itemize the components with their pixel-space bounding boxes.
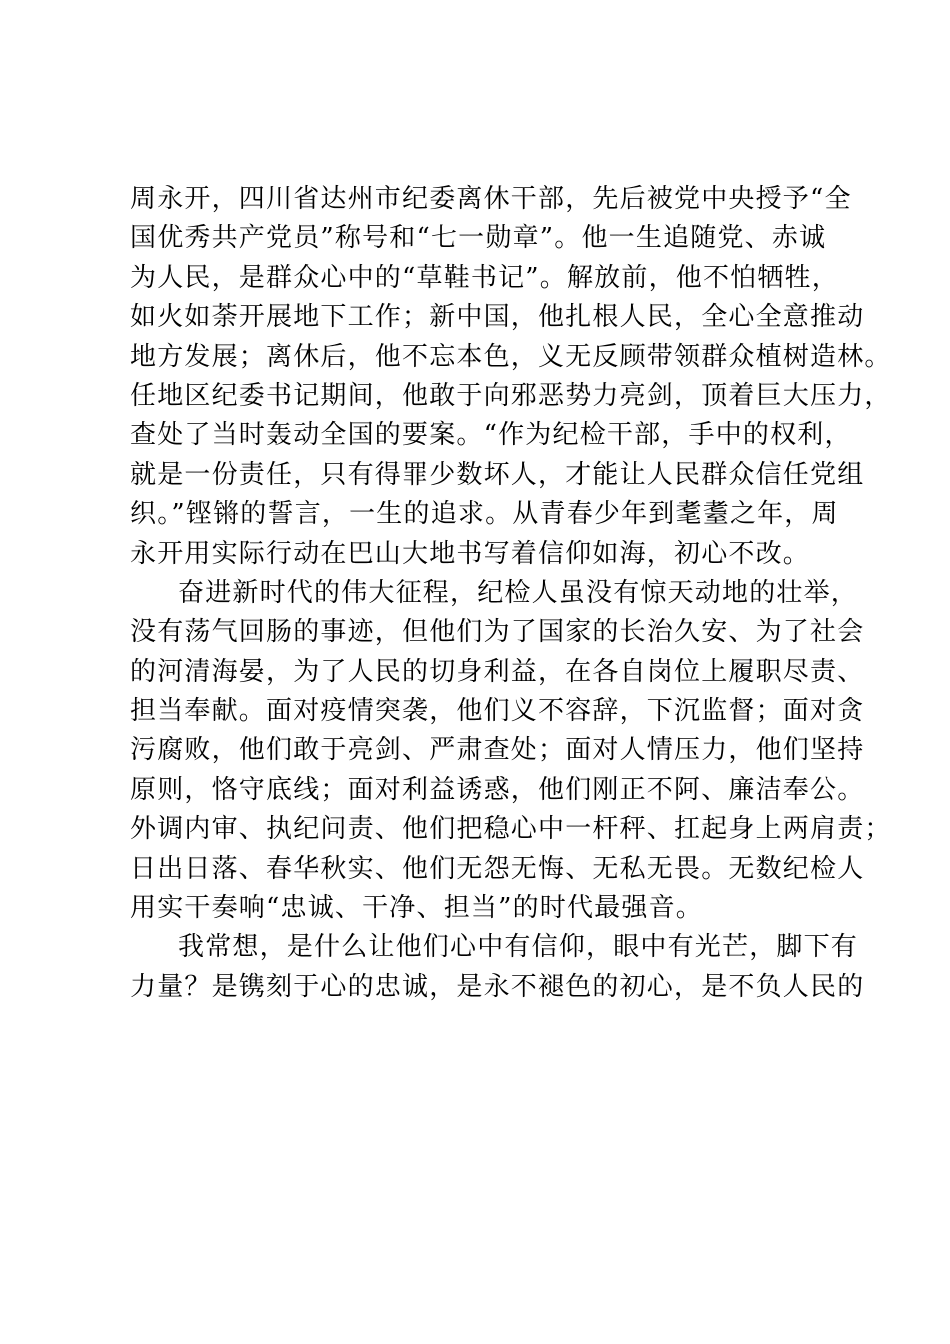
text-line: 为人民，是群众心中的“草鞋书记”。解放前，他不怕牺牲， <box>130 262 839 293</box>
text-line: 织。”铿锵的誓言，一生的追求。从青春少年到耄耋之年，周 <box>130 499 839 530</box>
text-line: 用实干奏响“忠诚、干净、担当”的时代最强音。 <box>130 893 703 924</box>
text-line: 周永开，四川省达州市纪委离休干部，先后被党中央授予“全 <box>130 184 852 214</box>
text-line: 奋进新时代的伟大征程，纪检人虽没有惊天动地的壮举， <box>178 577 859 608</box>
text-line: 查处了当时轰动全国的要案。“作为纪检干部，手中的权利， <box>130 420 852 451</box>
paragraph-1 <box>130 180 892 574</box>
text-line: 污腐败，他们敢于亮剑、严肃查处；面对人情压力，他们坚持 <box>130 735 865 766</box>
text-line: 我常想，是什么让他们心中有信仰，眼中有光芒，脚下有 <box>178 932 859 963</box>
text-line: 就是一份责任，只有得罪少数坏人，才能让人民群众信任党组 <box>130 459 865 490</box>
text-line: 永开用实际行动在巴山大地书写着信仰如海，初心不改。 <box>130 538 811 569</box>
text-line: 国优秀共产党员”称号和“七一勋章”。他一生追随党、赤诚 <box>130 223 827 254</box>
text-line: 地方发展；离休后，他不忘本色，义无反顾带领群众植树造林。 <box>130 341 892 372</box>
text-line: 任地区纪委书记期间，他敢于向邪恶势力亮剑，顶着巨大压力， <box>130 380 892 411</box>
text-line: 担当奉献。面对疫情突袭，他们义不容辞，下沉监督；面对贪 <box>130 696 865 727</box>
text-line: 原则，恪守底线；面对利益诱惑，他们刚正不阿、廉洁奉公。 <box>130 774 865 805</box>
body-text <box>130 180 892 1007</box>
text-line: 外调内审、执纪问责、他们把稳心中一杆秤、扛起身上两肩责； <box>130 814 892 845</box>
text-line: 日出日落、春华秋实、他们无怨无悔、无私无畏。无数纪检人 <box>130 853 865 884</box>
paragraph-3 <box>130 928 865 1007</box>
text-line: 力量？是镌刻于心的忠诚，是永不褪色的初心，是不负人民的 <box>130 971 865 1002</box>
text-line: 没有荡气回肠的事迹，但他们为了国家的长治久安、为了社会 <box>130 617 865 648</box>
text-line: 的河清海晏，为了人民的切身利益，在各自岗位上履职尽责、 <box>130 656 865 687</box>
paragraph-2 <box>130 574 892 929</box>
text-line: 如火如荼开展地下工作；新中国，他扎根人民，全心全意推动 <box>130 302 865 333</box>
